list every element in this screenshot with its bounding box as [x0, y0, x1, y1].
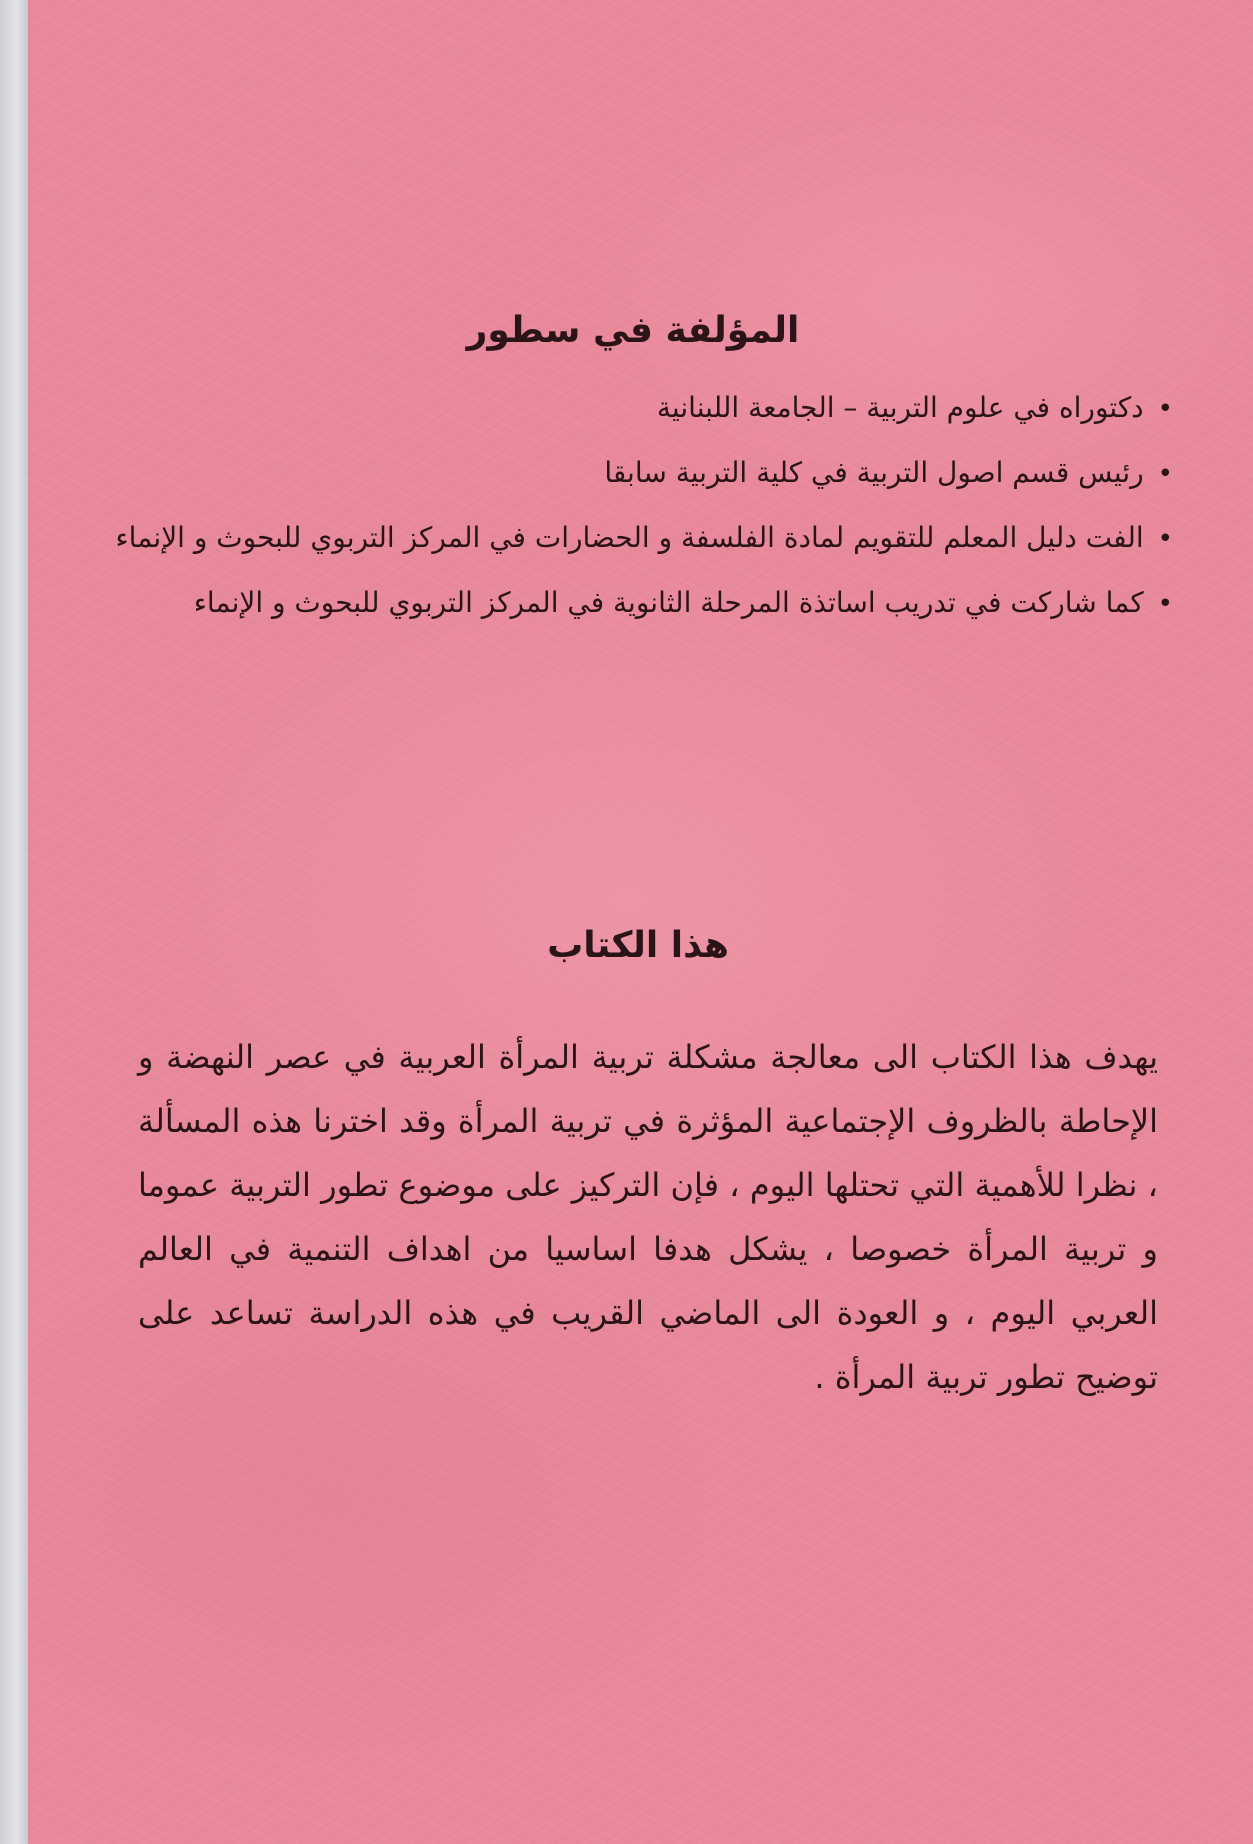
credential-text: رئيس قسم اصول التربية في كلية التربية سابقا	[604, 456, 1144, 489]
book-description: يهدف هذا الكتاب الى معالجة مشكلة تربية المرأة العربية في عصر النهضة و الإحاطة بالظروف الإجتماعية المؤثرة في تربية المرأة وقد اخترنا هذه المسألة ، نظرا للأهمية التي تحتلها اليوم ، فإن التركيز على موضوع تطور التربية عموما و تربية المرأة خصوصا ، يشكل هدفا اساسيا من اهداف التنمية في العالم العربي اليوم ، و العودة الى الماضي القريب في هذه الدراسة تساعد على توضيح تطور تربية المرأة .	[138, 1038, 1158, 1396]
list-item	[115, 506, 1173, 571]
list-item	[173, 376, 1173, 441]
author-credentials-list	[115, 376, 1173, 636]
list-item	[173, 571, 1173, 636]
credential-text: كما شاركت في تدريب اساتذة المرحلة الثانوية في المركز التربوي للبحوث و الإنماء	[193, 586, 1144, 619]
author-heading: المؤلفة في سطور	[466, 310, 800, 351]
bullet-icon: •	[1157, 589, 1173, 619]
bullet-icon: •	[1157, 394, 1173, 424]
book-spine-edge	[0, 0, 28, 1844]
credential-text: الفت دليل المعلم للتقويم لمادة الفلسفة و الحضارات في المركز التربوي للبحوث و الإنماء	[115, 521, 1144, 554]
bullet-icon: •	[1157, 459, 1173, 489]
book-heading: هذا الكتاب	[547, 925, 729, 966]
list-item	[173, 441, 1173, 506]
credential-text: دكتوراه في علوم التربية – الجامعة اللبنانية	[656, 391, 1144, 424]
book-back-cover	[28, 0, 1253, 1844]
bullet-icon: •	[1157, 524, 1173, 554]
